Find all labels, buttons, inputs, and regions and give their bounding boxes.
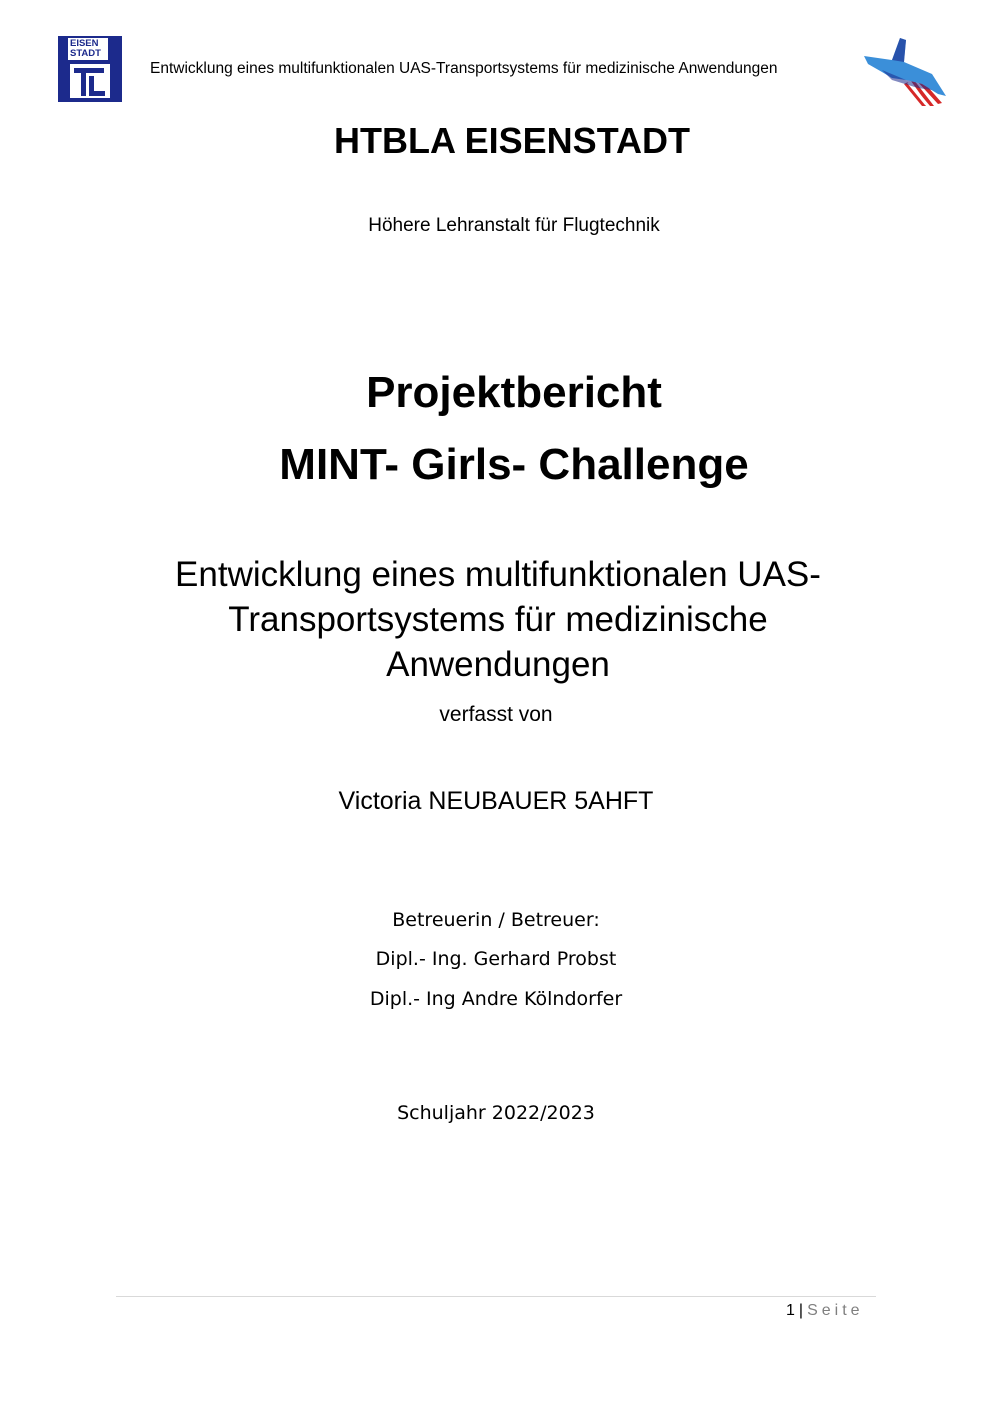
supervisor-label: Betreuerin / Betreuer:: [392, 909, 600, 931]
school-year: Schuljahr 2022/2023: [397, 1102, 595, 1124]
page-word: Seite: [807, 1302, 864, 1319]
author-name: Victoria NEUBAUER 5AHFT: [338, 787, 654, 815]
school-logo: [58, 36, 122, 102]
footer-divider: [116, 1296, 876, 1297]
page-number-separator: |: [798, 1302, 804, 1319]
supervisor-name: Dipl.- Ing Andre Kölndorfer: [369, 988, 623, 1010]
airplane-logo-icon: [862, 34, 948, 108]
project-title: Entwicklung eines multifunktionalen UAS-Transportsystems für medizinische Anwendungen: [175, 555, 821, 684]
school-logo-text-line1: EISEN: [70, 38, 99, 49]
school-logo-text-line2: STADT: [70, 48, 101, 59]
school-logo-t-bar: [74, 68, 104, 73]
page-number: [786, 1302, 864, 1320]
school-logo-t-stem: [81, 68, 86, 96]
school-subtitle: Höhere Lehranstalt für Flugtechnik: [368, 215, 660, 236]
school-logo-text: [68, 38, 108, 60]
school-name: HTBLA EISENSTADT: [334, 120, 690, 161]
written-by-label: verfasst von: [439, 703, 553, 726]
supervisor-name: Dipl.- Ing. Gerhard Probst: [375, 948, 617, 970]
school-logo-l-foot: [89, 91, 105, 96]
page-number-value: 1: [786, 1302, 795, 1319]
challenge-title: MINT- Girls- Challenge: [279, 440, 749, 489]
header-title: Entwicklung eines multifunktionalen UAS-Transportsystems für medizinische Anwendungen: [150, 60, 778, 77]
report-title: Projektbericht: [366, 368, 662, 417]
